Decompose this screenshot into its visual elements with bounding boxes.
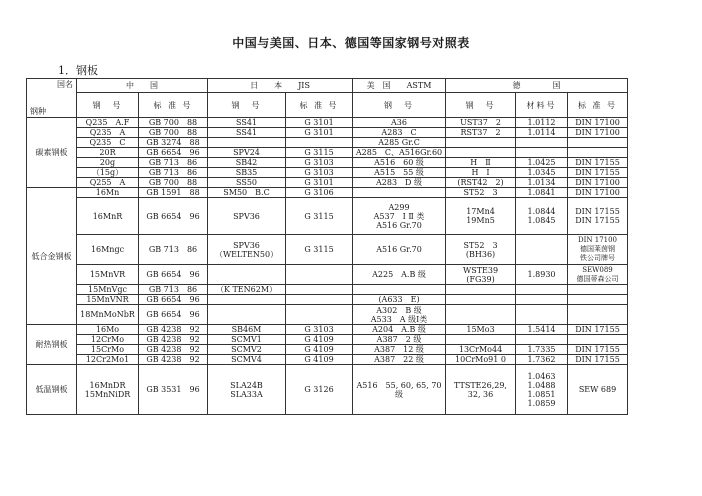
table-cell: SS41 (208, 128, 286, 138)
table-cell: A516 Gr.70 (353, 235, 446, 265)
table-cell (516, 335, 568, 345)
table-cell: 12Cr2Mo1 (77, 355, 139, 365)
table-cell: DIN 17100 (568, 128, 628, 138)
table-cell: DIN 17155 (568, 325, 628, 335)
table-cell: SB35 (208, 168, 286, 178)
table-cell: A387 12 级 (353, 345, 446, 355)
table-cell: G 3103 (286, 158, 353, 168)
table-cell (516, 138, 568, 148)
table-cell: GB 4238 92 (139, 325, 208, 335)
table-cell: DIN 17155 DIN 17155 (568, 198, 628, 235)
table-cell: GB 6654 96 (139, 295, 208, 305)
table-row (27, 128, 677, 138)
table-cell: GB 6654 96 (139, 148, 208, 158)
table-cell: GB 700 88 (139, 118, 208, 128)
document-title: 中国与美国、日本、德国等国家钢号对照表 (232, 36, 470, 50)
table-cell: GB 1591 88 (139, 188, 208, 198)
table-cell: SPV36 (208, 198, 286, 235)
table-cell: A283 C (353, 128, 446, 138)
col-de-material: 材料号 (516, 93, 568, 118)
header-row-countries (27, 79, 677, 93)
table-cell: 15MnVR (77, 265, 139, 285)
table-cell: 20g (77, 158, 139, 168)
table-cell: A36 (353, 118, 446, 128)
table-cell: GB 713 86 (139, 235, 208, 265)
table-row (27, 178, 677, 188)
table-cell: Q235 A (77, 128, 139, 138)
table-cell: G 3126 (286, 365, 353, 415)
table-cell: G 3103 (286, 168, 353, 178)
table-cell: 16Mngc (77, 235, 139, 265)
table-row (27, 365, 677, 415)
table-cell: RST37 2 (446, 128, 516, 138)
category-carbon: 碳素钢板 (27, 118, 77, 188)
table-cell: 13CrMo44 (446, 345, 516, 355)
table-cell: G 3115 (286, 198, 353, 235)
table-cell: (RST42 2) (446, 178, 516, 188)
table-cell (286, 295, 353, 305)
table-cell: SB46M (208, 325, 286, 335)
table-cell: 15MnVNR (77, 295, 139, 305)
table-cell: G 3101 (286, 118, 353, 128)
table-row (27, 335, 677, 345)
steel-grade-table (26, 78, 677, 415)
table-cell (353, 285, 446, 295)
table-cell: SEW 689 (568, 365, 628, 415)
col-cn-standard: 标 准 号 (139, 93, 208, 118)
table-cell: G 3101 (286, 128, 353, 138)
table-cell: 15MnVgc (77, 285, 139, 295)
table-cell: SEW089 德国蒂森公司 (568, 265, 628, 285)
table-cell: SCMV4 (208, 355, 286, 365)
table-row (27, 345, 677, 355)
table-cell: （15g） (77, 168, 139, 178)
table-cell: A387 22 级 (353, 355, 446, 365)
table-cell: A285 C、A516Gr.60 (353, 148, 446, 158)
col-jp-grade: 钢 号 (208, 93, 286, 118)
table-cell: A283 D 级 (353, 178, 446, 188)
table-cell: GB 713 86 (139, 168, 208, 178)
table-cell (446, 148, 516, 158)
table-cell: 12CrMo (77, 335, 139, 345)
table-cell: G 3115 (286, 235, 353, 265)
table-cell: 1.7335 (516, 345, 568, 355)
table-cell: G 3101 (286, 178, 353, 188)
table-cell: GB 6654 96 (139, 198, 208, 235)
table-cell: DIN 17155 (568, 355, 628, 365)
table-cell: 18MnMoNbR (77, 305, 139, 325)
table-cell: WSTE39 (FG39) (446, 265, 516, 285)
table-cell: GB 6654 96 (139, 305, 208, 325)
table-row (27, 158, 677, 168)
table-cell (568, 285, 628, 295)
table-cell: 15Mo3 (446, 325, 516, 335)
table-cell: 1.7362 (516, 355, 568, 365)
table-cell: DIN 17155 (568, 168, 628, 178)
table-cell (446, 138, 516, 148)
table-cell: A299 A537 Ⅰ Ⅱ 类 A516 Gr.70 (353, 198, 446, 235)
table-row (27, 168, 677, 178)
table-cell: G 3103 (286, 325, 353, 335)
table-cell: 16Mn (77, 188, 139, 198)
table-cell: GB 713 86 (139, 158, 208, 168)
country-japan: 日 本 JIS (208, 79, 353, 93)
category-heat: 耐热钢板 (27, 325, 77, 365)
table-cell: 10CrMo91 0 (446, 355, 516, 365)
table-cell: GB 3274 88 (139, 138, 208, 148)
col-cn-grade: 钢 号 (77, 93, 139, 118)
table-cell (286, 305, 353, 325)
table-cell: GB 700 88 (139, 178, 208, 188)
table-cell (568, 335, 628, 345)
table-cell: Q235 C (77, 138, 139, 148)
table-cell: SCMV1 (208, 335, 286, 345)
table-row (27, 198, 677, 235)
table-cell (446, 285, 516, 295)
table-cell: SB42 (208, 158, 286, 168)
table-cell: SCMV2 (208, 345, 286, 355)
table-cell (568, 138, 628, 148)
table-cell: GB 4238 92 (139, 345, 208, 355)
table-cell (516, 305, 568, 325)
table-cell (353, 188, 446, 198)
table-cell: 1.0844 1.0845 (516, 198, 568, 235)
table-cell: A225 A.B 级 (353, 265, 446, 285)
table-cell (568, 148, 628, 158)
table-cell: GB 3531 96 (139, 365, 208, 415)
table-cell: 1.0841 (516, 188, 568, 198)
table-cell (286, 285, 353, 295)
table-cell: GB 4238 92 (139, 335, 208, 345)
table-cell (568, 295, 628, 305)
category-lowtemp: 低温钢板 (27, 365, 77, 415)
table-cell: H Ⅱ (446, 158, 516, 168)
table-row (27, 355, 677, 365)
table-cell: 1.0345 (516, 168, 568, 178)
col-de-grade: 钢 号 (446, 93, 516, 118)
table-cell (208, 138, 286, 148)
table-cell: SS50 (208, 178, 286, 188)
table-cell: GB 6654 96 (139, 265, 208, 285)
table-cell: A285 Gr.C (353, 138, 446, 148)
table-row (27, 285, 677, 295)
col-us-grade: 钢 号 (353, 93, 446, 118)
table-cell: SPV24 (208, 148, 286, 158)
table-cell: GB 713 86 (139, 285, 208, 295)
corner-steel-label: 钢种 (30, 107, 46, 116)
table-cell: A516 55, 60, 65, 70 级 (353, 365, 446, 415)
table-row (27, 265, 677, 285)
table-cell: TTSTE26,29, 32, 36 (446, 365, 516, 415)
table-row (27, 138, 677, 148)
category-lowalloy: 低合金钢板 (27, 188, 77, 325)
table-cell: G 4109 (286, 355, 353, 365)
table-cell: 15CrMo (77, 345, 139, 355)
table-cell: （K TEN62M） (208, 285, 286, 295)
table-cell: Q255 A (77, 178, 139, 188)
table-row (27, 148, 677, 158)
country-usa: 美 国 ASTM (353, 79, 446, 93)
table-cell: ST52 3 (446, 188, 516, 198)
table-cell (516, 285, 568, 295)
table-cell (286, 138, 353, 148)
table-cell (516, 235, 568, 265)
table-cell: DIN 17155 (568, 158, 628, 168)
table-cell: 20R (77, 148, 139, 158)
table-cell (446, 295, 516, 305)
table-cell: SPV36 （WELTEN50） (208, 235, 286, 265)
table-cell: 1.8930 (516, 265, 568, 285)
table-cell: GB 700 88 (139, 128, 208, 138)
table-row (27, 235, 677, 265)
table-cell (208, 265, 286, 285)
table-cell: 16Mo (77, 325, 139, 335)
col-jp-standard: 标 准 号 (286, 93, 353, 118)
table-cell: (A633 E) (353, 295, 446, 305)
table-cell: 1.0425 (516, 158, 568, 168)
table-cell: A515 55 级 (353, 168, 446, 178)
table-row (27, 188, 677, 198)
table-cell: 1.0114 (516, 128, 568, 138)
table-cell: 1.0112 (516, 118, 568, 128)
table-cell (446, 305, 516, 325)
table-cell (286, 265, 353, 285)
table-cell: SLA24B SLA33A (208, 365, 286, 415)
table-cell: DIN 17100 德国莱茵钢 铁公司牌号 (568, 235, 628, 265)
table-cell: 16MnDR 15MnNiDR (77, 365, 139, 415)
table-cell: A204 A.B 级 (353, 325, 446, 335)
corner-cell (27, 79, 77, 118)
table-row (27, 325, 677, 335)
table-cell: A516 60 级 (353, 158, 446, 168)
table-cell: G 3106 (286, 188, 353, 198)
table-cell: 1.0134 (516, 178, 568, 188)
table-cell: 17Mn4 19Mn5 (446, 198, 516, 235)
table-row (27, 295, 677, 305)
table-cell: G 4109 (286, 345, 353, 355)
table-row (27, 118, 677, 128)
country-germany: 德 国 (446, 79, 628, 93)
table-cell (516, 295, 568, 305)
header-row-columns (27, 93, 677, 118)
table-cell: A387 2 级 (353, 335, 446, 345)
table-cell: ST52 3 (BH36) (446, 235, 516, 265)
table-cell: G 4109 (286, 335, 353, 345)
table-cell: G 3115 (286, 148, 353, 158)
table-cell: Q235 A.F (77, 118, 139, 128)
table-cell: 1.5414 (516, 325, 568, 335)
table-cell (208, 305, 286, 325)
section-heading: 1．钢板 (58, 64, 98, 77)
table-cell (446, 335, 516, 345)
table-cell: DIN 17100 (568, 188, 628, 198)
table-cell: 1.0463 1.0488 1.0851 1.0859 (516, 365, 568, 415)
table-cell: DIN 17100 (568, 178, 628, 188)
table-cell: A302 B 级 A533 A 级Ⅰ类 (353, 305, 446, 325)
table-cell: SS41 (208, 118, 286, 128)
corner-country-label: 国名 (57, 80, 73, 89)
table-cell: GB 4238 92 (139, 355, 208, 365)
country-china: 中 国 (77, 79, 208, 93)
table-cell (208, 295, 286, 305)
col-de-standard: 标 准 号 (568, 93, 628, 118)
table-cell (516, 148, 568, 158)
table-cell: DIN 17100 (568, 118, 628, 128)
table-row (27, 305, 677, 325)
table-cell: 16MnR (77, 198, 139, 235)
table-cell (568, 305, 628, 325)
table-cell: H Ⅰ (446, 168, 516, 178)
table-cell: DIN 17155 (568, 345, 628, 355)
table-cell: SM50 B.C (208, 188, 286, 198)
table-body (27, 118, 677, 415)
table-cell: UST37 2 (446, 118, 516, 128)
